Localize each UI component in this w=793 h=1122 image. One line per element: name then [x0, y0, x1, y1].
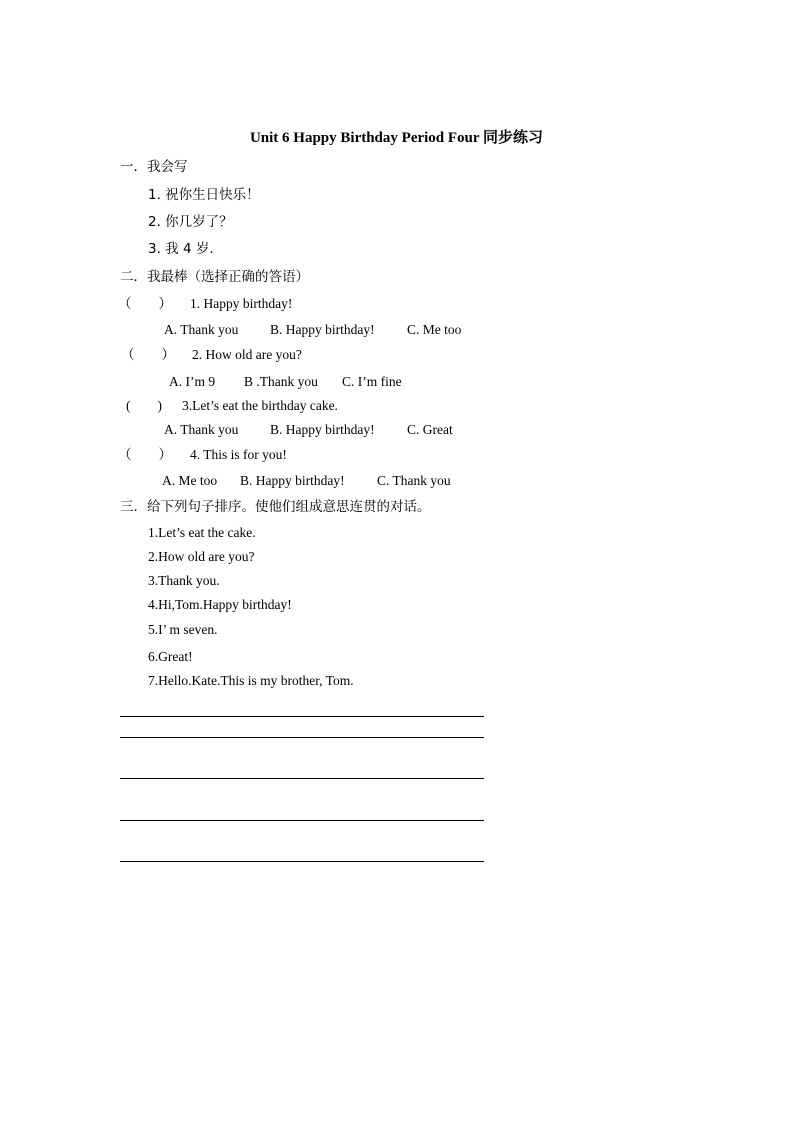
option-c: C. Me too	[407, 322, 462, 337]
question-text: 2. How old are you?	[192, 347, 302, 362]
answer-blank[interactable]: ( )	[126, 398, 162, 413]
option-b: B. Happy birthday!	[240, 473, 345, 488]
answer-blank[interactable]: （ ）	[121, 347, 175, 363]
section2-heading: 二．我最棒（选择正确的答语）	[120, 269, 309, 285]
question-text: 4. This is for you!	[190, 447, 287, 462]
sentence-item: 7.Hello.Kate.This is my brother, Tom.	[148, 673, 354, 688]
sentence-item: 6.Great!	[148, 649, 193, 664]
section1-item: 3. 我 4 岁.	[148, 241, 214, 257]
answer-line[interactable]	[120, 737, 484, 738]
option-b: B. Happy birthday!	[270, 422, 375, 437]
question-text: 1. Happy birthday!	[190, 296, 293, 311]
sentence-item: 3.Thank you.	[148, 573, 220, 588]
option-c: C. Thank you	[377, 473, 451, 488]
sentence-item: 1.Let’s eat the cake.	[148, 525, 256, 540]
answer-blank[interactable]: （ ）	[118, 296, 172, 312]
section1-heading: 一．我会写	[120, 159, 188, 175]
option-a: A. Me too	[162, 473, 218, 488]
option-b: B. Happy birthday!	[270, 322, 375, 337]
answer-line[interactable]	[120, 820, 484, 821]
option-a: A. Thank you	[164, 322, 239, 337]
section1-item: 1. 祝你生日快乐！	[148, 187, 260, 203]
option-a: A. Thank you	[164, 422, 239, 437]
sentence-item: 5.I’ m seven.	[148, 622, 218, 637]
option-b: B .Thank you	[244, 374, 318, 389]
option-a: A. I’m 9	[169, 374, 216, 389]
answer-line[interactable]	[120, 778, 484, 779]
sentence-item: 4.Hi,Tom.Happy birthday!	[148, 597, 292, 612]
section3-heading: 三．给下列句子排序。使他们组成意思连贯的对话。	[120, 499, 431, 515]
option-c: C. Great	[407, 422, 453, 437]
section1-item: 2. 你几岁了？	[148, 214, 233, 230]
sentence-item: 2.How old are you?	[148, 549, 255, 564]
answer-line[interactable]	[120, 716, 484, 717]
question-text: 3.Let’s eat the birthday cake.	[182, 398, 338, 413]
answer-line[interactable]	[120, 861, 484, 862]
option-c: C. I’m fine	[342, 374, 402, 389]
answer-blank[interactable]: （ ）	[118, 447, 172, 463]
page-title: Unit 6 Happy Birthday Period Four 同步练习	[249, 130, 544, 146]
